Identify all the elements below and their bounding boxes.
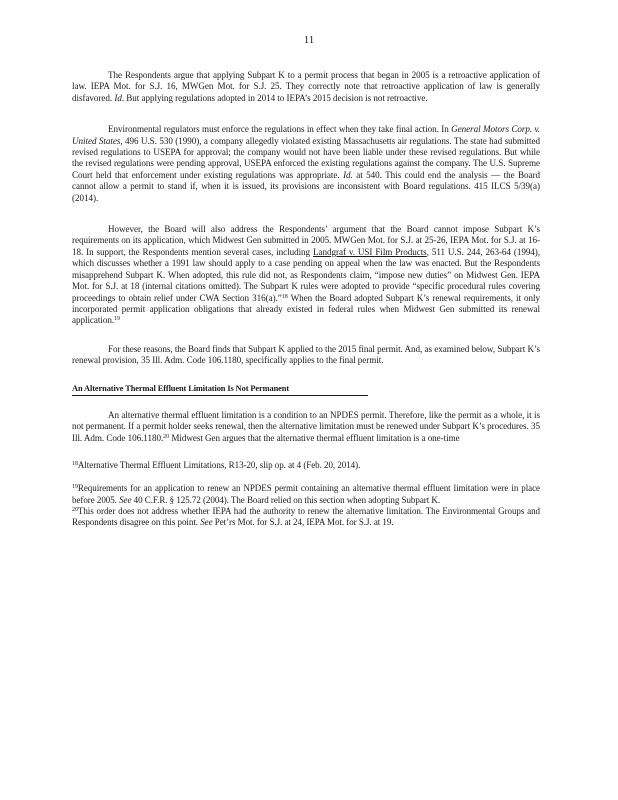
footnote-number: 19 xyxy=(72,484,78,491)
text-run: , 496 U.S. 530 (1990), a company allegedly violated existing Massachusetts air regulations. The state had submitted revised regulations to USEPA for approval; the company would not have been liable under these revised regulations. But while the revised regulations were pending approval, USEPA enforced the existing regulations against the company. The U.S. Supreme Court held that enforcement under existing regulations was appropriate. xyxy=(72,135,540,180)
footnote-text: Alternative Thermal Effluent Limitations, R13-20, slip op. at 4 (Feb. 20, 2014). xyxy=(77,460,361,471)
footnote-number: 18 xyxy=(72,461,78,468)
citation-id: Id xyxy=(114,92,122,103)
footnote-text: 40 C.F.R. § 125.72 (2004). The Board relied on this section when adopting Subpart K. xyxy=(133,494,441,505)
text-run: For these reasons, the Board finds that Subpart K applied to the 2015 final permit. And, as examined below, Subpart K’s renewal provision, 35 Ill. Adm. Code 106.1180, specifically applies to the final permit. xyxy=(72,343,540,366)
paragraph-findings xyxy=(72,344,540,367)
text-run: However, the Board will also address the Respondents’ argument that the Board cannot impose Subpart K’s requirements on its application, which Midwest Gen submitted in 2005. MWGen Mot. for S.J. at 25-26, IEPA Mot. for S.J. at 16-18. In support, the Respondents mention several cases, including xyxy=(72,224,540,257)
text-run: When the Board adopted Subpart K’s renewal requirements, it only incorporated permit application obligations that already existed in federal rules when Midwest Gen submitted its renewal application. xyxy=(72,292,540,326)
page-number: 11 xyxy=(303,34,315,46)
signal-see: See xyxy=(119,494,132,505)
signal-see: See xyxy=(200,516,213,527)
footnote-ref-20[interactable]: 20 xyxy=(163,433,170,440)
footnote-18 xyxy=(72,460,540,471)
footnote-20 xyxy=(72,506,540,528)
paragraph-environmental-regulators xyxy=(72,124,540,204)
paragraph-retroactive xyxy=(72,70,540,104)
footnote-number: 20 xyxy=(72,506,78,513)
section-heading: An Alternative Thermal Effluent Limitation Is Not Permanent xyxy=(72,383,368,396)
footnote-ref-19[interactable]: 19 xyxy=(114,316,120,323)
paragraph-subpart-k-requirements xyxy=(72,224,540,327)
text-run: Environmental regulators must enforce the regulations in effect when they take final action. In xyxy=(108,124,449,135)
footnote-text: Pet’rs Mot. for S.J. at 24, IEPA Mot. for S.J. at 19. xyxy=(214,516,394,527)
footnote-text: Requirements for an application to renew an NPDES permit containing an alternative thermal effluent limitation were in place before 2005. xyxy=(72,483,540,505)
text-run: , 511 U.S. 244, 263-64 (1994), which discusses whether a 1991 law should apply to a case pending on appeal when the law was enacted. But the Respondents misapprehend Subpart K. When adopted, this rule did not, as Respondents claim, “impose new duties” on Midwest Gen. IEPA Mot. for S.J. at 18 (internal citations omitted). The Subpart K rules were adopted to provide “specific procedural rules covering proceedings to obtain relief under CWA Section 316(a).” xyxy=(72,246,541,303)
page-body xyxy=(72,70,540,540)
text-run: at 540. This could end the analysis — the Board cannot allow a permit to stand if, when it is issued, its provisions are inconsistent with Board regulations. 415 ILCS 5/39(a) (2014). xyxy=(72,169,540,203)
footnote-19 xyxy=(72,483,540,505)
text-run: Midwest Gen argues that the alternative thermal effluent limitation is a one-time xyxy=(171,432,460,443)
case-name-landgraf: Landgraf v. USI Film Products xyxy=(313,246,427,257)
case-name-general-motors: General Motors Corp. v. United States xyxy=(72,124,540,146)
citation-id: Id. xyxy=(343,169,353,180)
text-run: . But applying regulations adopted in 2014 to IEPA’s 2015 decision is not retroactive. xyxy=(121,92,428,103)
text-run: The Respondents argue that applying Subpart K to a permit process that began in 2005 is a retroactive application of law. IEPA Mot. for S.J. 16, MWGen Mot. for S.J. 25. They correctly note that retroactive application of law is generally disfavored. xyxy=(72,70,540,103)
footnotes xyxy=(72,460,540,528)
paragraph-alternative-limitation xyxy=(72,410,540,444)
footnote-text: This order does not address whether IEPA had the authority to renew the alternative limitation. The Environmental Groups and Respondents disagree on this point. xyxy=(72,505,540,527)
footnote-ref-18[interactable]: 18 xyxy=(281,293,288,300)
text-run: An alternative thermal effluent limitation is a condition to an NPDES permit. Therefore, like the permit as a whole, it is not permanent. If a permit holder seeks renewal, then the alternative limitation must be renewed under Subpart K’s procedures. 35 Ill. Adm. Code 106.1180. xyxy=(72,409,540,443)
